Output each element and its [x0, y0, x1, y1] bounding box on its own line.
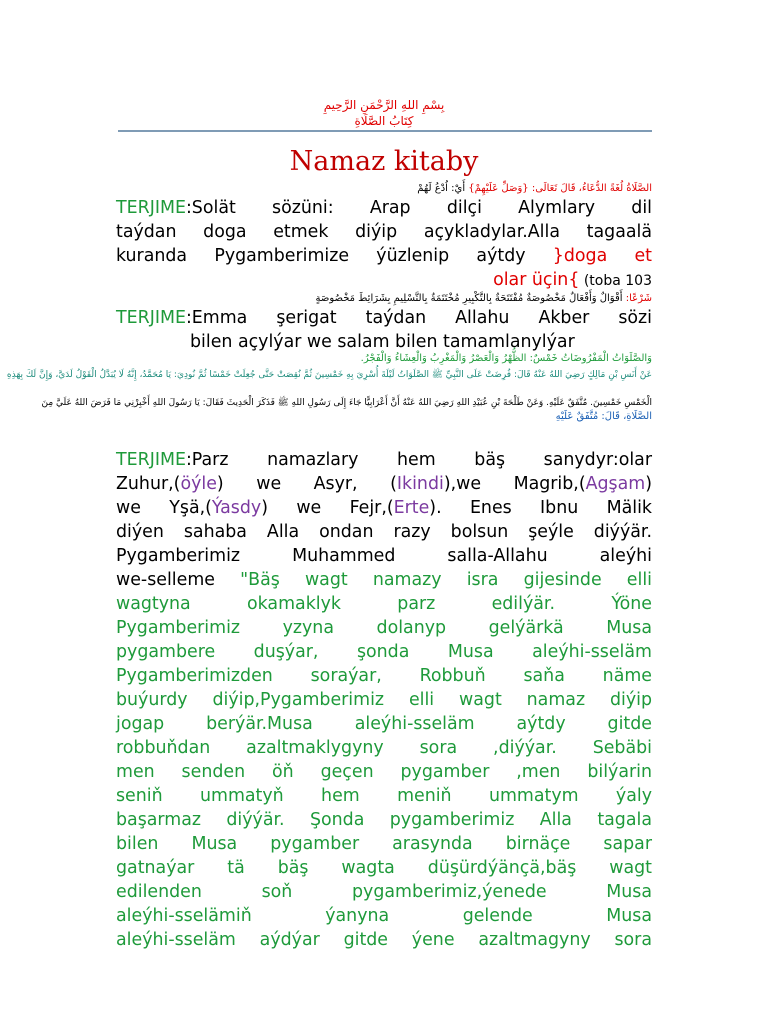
p3-fejr: ) we Fejr,(	[261, 498, 394, 518]
p2-line-1	[116, 306, 652, 330]
arabic-definition-line	[116, 182, 652, 196]
p3-line-4: diýen sahaba Alla ondan razy bolsun şeýle diýýär.	[116, 522, 652, 542]
arabic-sharia-line	[116, 292, 652, 306]
p3-line-18: gatnaýar tä bäş wagta düşürdýänçä,bäş wagt	[116, 858, 652, 878]
p3-line-9: pygambere duşýar, şonda Musa aleýhi-sseläm	[116, 642, 652, 662]
p2-text-1: :Emma şerigat taýdan Allahu Akber sözi	[185, 308, 652, 328]
p3-line-7: wagtyna okamaklyk parz edilýär. Ýöne	[116, 594, 652, 614]
arabic-quran-quote: {وَصَلِّ عَلَيْهِمْ}	[468, 183, 529, 194]
p1-quote-open: }doga et	[552, 246, 652, 266]
p1-line-3	[116, 244, 652, 268]
basmala-text: بِسْمِ اللهِ الرَّحْمَنِ الرَّحِيمِ	[323, 98, 445, 112]
p3-enes: ). Enes Ibnu Mälik	[429, 498, 653, 518]
p1-text-3a: kuranda Pygamberimize ýüzlenip aýtdy	[116, 246, 553, 266]
p3-line-12: jogap berýär.Musa aleýhi-sseläm aýtdy gitde	[116, 714, 652, 734]
p3-line-6	[116, 568, 652, 592]
arabic-hadith-line-3: الصَّلَاةِ، قَالَ: مُتَّفَقٌ عَلَيْهِ	[555, 411, 652, 422]
p1-quote-close: olar üçin{	[493, 270, 580, 290]
p3-ysa: we Yşä,(	[116, 498, 212, 518]
arabic-sharia-label: شَرْعًا:	[625, 293, 652, 304]
p3-asyr: ) we Asyr, (	[216, 474, 397, 494]
arabic-definition-a: الصَّلَاةُ لُغَةً الدُّعَاءُ، قَالَ تَعَالَى:	[531, 183, 652, 194]
p1-reference: (toba 103	[579, 273, 652, 289]
p3-line-5: Pygamberimiz Muhammed salla-Allahu aleýhi	[116, 546, 652, 566]
p3-text-1: :Parz namazlary hem bäş sanydyr:olar	[185, 450, 652, 470]
p3-magrib: ),we Magrib,(	[443, 474, 586, 494]
arabic-prayers-line: وَالصَّلَوَاتُ الْمَفْرُوضَاتُ خَمْسٌ: الظُّهْرُ وَالْعَصْرُ وَالْمَغْرِبُ وَالْعِشَاءُ وَالْفَجْرُ.	[360, 353, 652, 364]
terjime-label: TERJIME	[116, 450, 186, 470]
p1-line-4	[116, 268, 652, 293]
p3-paren: )	[645, 474, 652, 494]
p3-line-15: seniň ummatyň hem meniň ummatym ýaly	[116, 786, 652, 806]
p3-line-2	[116, 472, 652, 496]
p3-line-16: başarmaz diýýär. Şonda pygamberimiz Alla tagala	[116, 810, 652, 830]
page-title: Namaz kitaby	[289, 146, 479, 177]
p2-line-2: bilen açylýar we salam bilen tamamlanylýar	[190, 332, 575, 352]
terjime-label: TERJIME	[116, 198, 186, 218]
p3-agsam: Agşam	[585, 474, 646, 494]
p3-line-10: Pygamberimizden soraýar, Robbuň saňa näme	[116, 666, 652, 686]
p1-line-2: taýdan doga etmek diýip açykladylar.Alla tagaalä	[116, 222, 652, 242]
p3-yasdy: Ýasdy	[211, 498, 262, 518]
terjime-label: TERJIME	[116, 308, 186, 328]
arabic-hadith-line-2: الْخَمْسِ خَمْسِينَ. مُتَّفَقٌ عَلَيْهِ. وَعَنْ طَلْحَةَ بْنِ عُبَيْدِ اللهِ رَضِيَ اللهُ عَنْهُ أَنَّ أَعْرَابِيًّا جَاءَ إِلَى رَسُولِ اللهِ ﷺ فَذَكَرَ الْحَدِيثَ فَقَالَ: يَا رَسُولَ اللهِ أَخْبِرْنِي مَا فَرَضَ اللهُ عَلَيَّ مِنَ	[41, 398, 652, 408]
p3-line-20: aleýhi-sselämiň ýanyna gelende Musa	[116, 906, 652, 926]
p3-line-1	[116, 448, 652, 472]
p3-ikindi: Ikindi	[396, 474, 444, 494]
p3-line-14: men senden öň geçen pygamber ,men bilýarin	[116, 762, 652, 782]
header-divider	[118, 130, 652, 132]
p3-selleme: we-selleme	[116, 570, 241, 590]
arabic-sharia-text: أَقْوَالٌ وَأَفْعَالٌ مَخْصُوصَةٌ مُفْتَتَحَةٌ بِالتَّكْبِيرِ مُخْتَتَمَةٌ بِالتَّسْلِيمِ بِشَرَائِطَ مَخْصُوصَةٍ	[315, 293, 623, 304]
p1-text-1: :Solät sözüni: Arap dilçi Alymlary dil	[185, 198, 652, 218]
arabic-hadith-line-1: عَنْ أَنَسِ بْنِ مَالِكٍ رَضِيَ اللهُ عَنْهُ قَالَ: فُرِضَتْ عَلَى النَّبِيِّ ﷺ الصَّلَوَاتُ لَيْلَةَ أُسْرِيَ بِهِ خَمْسِينَ ثُمَّ نُقِصَتْ حَتَّى جُعِلَتْ خَمْسًا ثُمَّ نُودِيَ: يَا مُحَمَّدُ، إِنَّهُ لَا يُبَدَّلُ الْقَوْلُ لَدَيَّ، وَإِنَّ لَكَ بِهَذِهِ	[6, 370, 652, 380]
p3-line-17: bilen Musa pygamber arasynda birnäçe sapar	[116, 834, 652, 854]
kitab-heading: كِتَابُ الصَّلَاةِ	[354, 114, 414, 128]
p3-zuhur: Zuhur,(	[116, 474, 181, 494]
p3-line-13: robbuňdan azaltmaklygyny sora ,diýýar. Sebäbi	[116, 738, 652, 758]
p3-hadith-start: "Bäş wagt namazy isra gijesinde elli	[240, 570, 652, 590]
p3-line-21: aleýhi-sseläm aýdýar gitde ýene azaltmagyny sora	[116, 930, 652, 950]
p3-erte: Erte	[393, 498, 430, 518]
p1-line-1	[116, 196, 652, 220]
p3-line-11: buýurdy diýip,Pygamberimiz elli wagt namaz diýip	[116, 690, 652, 710]
p3-line-3	[116, 496, 652, 520]
p3-line-19: edilenden soň pygamberimiz,ýenede Musa	[116, 882, 652, 902]
p3-line-8: Pygamberimiz yzyna dolanyp gelýärkä Musa	[116, 618, 652, 638]
arabic-definition-c: أَيْ: اُدْعُ لَهُمْ	[417, 183, 466, 194]
p3-oyle: öýle	[180, 474, 217, 494]
